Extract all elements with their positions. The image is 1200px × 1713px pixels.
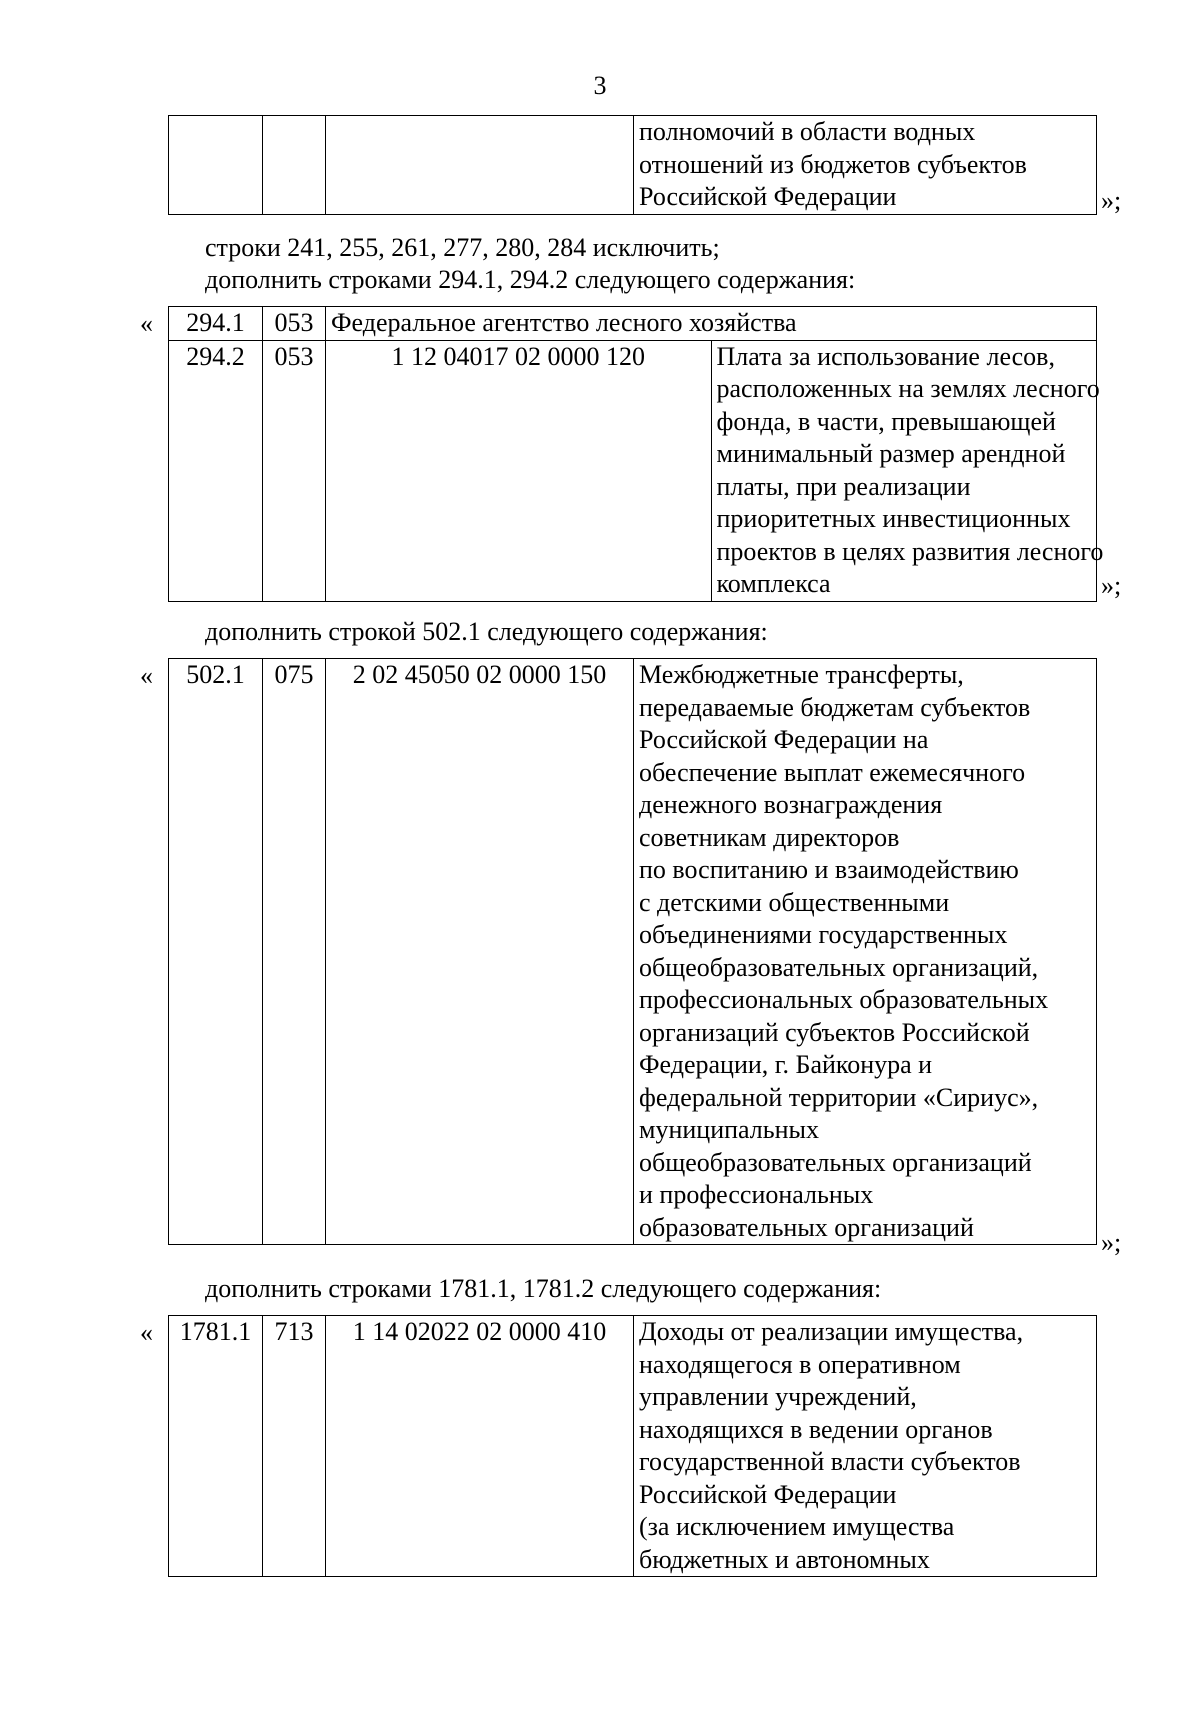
paragraph-add-502: дополнить строкой 502.1 следующего содержания: bbox=[205, 617, 768, 646]
table-continuation bbox=[168, 115, 1097, 215]
cell-code bbox=[263, 116, 326, 215]
desc-line: Федерации, г. Байконура и bbox=[639, 1050, 933, 1079]
desc-line: находящегося в оперативном bbox=[639, 1349, 961, 1379]
cell-desc bbox=[711, 340, 1104, 601]
desc-line: Доходы от реализации имущества, bbox=[639, 1317, 1024, 1346]
paragraph-add-294: дополнить строками 294.1, 294.2 следующего содержания: bbox=[205, 265, 856, 294]
cell-agency: Федеральное агентство лесного хозяйства bbox=[326, 307, 1097, 341]
cell-num: 294.2 bbox=[169, 340, 263, 601]
desc-line: комплекса bbox=[716, 569, 831, 598]
desc-line: платы, при реализации bbox=[716, 471, 971, 501]
desc-line: полномочий в области водных bbox=[639, 117, 976, 146]
cell-kbk: 1 12 04017 02 0000 120 bbox=[326, 340, 712, 601]
desc-line: расположенных на землях лесного bbox=[716, 374, 1100, 403]
table-row bbox=[169, 1316, 1097, 1577]
opening-quote: « bbox=[140, 661, 153, 690]
desc-line: по воспитанию и взаимодействию bbox=[639, 855, 1019, 884]
cell-desc bbox=[634, 1316, 1097, 1577]
cell-kbk: 2 02 45050 02 0000 150 bbox=[326, 659, 634, 1245]
page-number: 3 bbox=[593, 71, 607, 100]
cell-code: 713 bbox=[263, 1316, 326, 1577]
desc-line: Межбюджетные трансферты, bbox=[639, 660, 964, 689]
cell-code: 053 bbox=[263, 307, 326, 341]
cell-kbk: 1 14 02022 02 0000 410 bbox=[326, 1316, 634, 1577]
table-502 bbox=[168, 658, 1097, 1245]
desc-line: Плата за использование лесов, bbox=[716, 341, 1055, 371]
table-row bbox=[169, 116, 1097, 215]
cell-code: 075 bbox=[263, 659, 326, 1245]
desc-line: управлении учреждений, bbox=[639, 1382, 917, 1411]
desc-line: (за исключением имущества bbox=[639, 1512, 955, 1541]
desc-line: объединениями государственных bbox=[639, 920, 1008, 949]
paragraph-exclude-rows: строки 241, 255, 261, 277, 280, 284 исключить; bbox=[205, 233, 720, 262]
table-294 bbox=[168, 306, 1104, 602]
desc-line: советникам директоров bbox=[639, 822, 900, 852]
desc-line: общеобразовательных организаций, bbox=[639, 952, 1039, 982]
desc-line: образовательных организаций bbox=[639, 1212, 974, 1242]
paragraph-add-1781: дополнить строками 1781.1, 1781.2 следующего содержания: bbox=[205, 1274, 882, 1303]
desc-line: минимальный размер арендной bbox=[716, 439, 1066, 468]
closing-quote: »; bbox=[1101, 1228, 1122, 1257]
table-row bbox=[169, 659, 1097, 1245]
table-row bbox=[169, 307, 1097, 341]
table-row bbox=[169, 340, 1097, 601]
cell-num bbox=[169, 116, 263, 215]
cell-num: 502.1 bbox=[169, 659, 263, 1245]
cell-num: 1781.1 bbox=[169, 1316, 263, 1577]
table-1781 bbox=[168, 1315, 1097, 1577]
desc-line: организаций субъектов Российской bbox=[639, 1017, 1030, 1047]
opening-quote: « bbox=[140, 309, 153, 338]
desc-line: бюджетных и автономных bbox=[639, 1544, 930, 1574]
opening-quote: « bbox=[140, 1318, 153, 1347]
desc-line: денежного вознаграждения bbox=[639, 790, 943, 819]
desc-line: федеральной территории «Сириус», bbox=[639, 1082, 1039, 1112]
cell-desc bbox=[634, 659, 1097, 1245]
desc-line: и профессиональных bbox=[639, 1180, 874, 1209]
desc-line: проектов в целях развития лесного bbox=[716, 536, 1104, 566]
desc-line: фонда, в части, превышающей bbox=[716, 406, 1056, 436]
closing-quote: »; bbox=[1101, 186, 1122, 215]
desc-line: Российской Федерации bbox=[639, 1479, 897, 1509]
desc-line: передаваемые бюджетам субъектов bbox=[639, 692, 1031, 722]
desc-line: с детскими общественными bbox=[639, 887, 950, 917]
closing-quote: »; bbox=[1101, 571, 1122, 600]
cell-num: 294.1 bbox=[169, 307, 263, 341]
cell-code: 053 bbox=[263, 340, 326, 601]
desc-line: профессиональных образовательных bbox=[639, 985, 1049, 1014]
desc-line: Российской Федерации bbox=[639, 182, 897, 211]
desc-line: отношений из бюджетов субъектов bbox=[639, 149, 1027, 179]
desc-line: общеобразовательных организаций bbox=[639, 1147, 1032, 1177]
desc-line: приоритетных инвестиционных bbox=[716, 504, 1071, 533]
desc-line: муниципальных bbox=[639, 1115, 820, 1144]
cell-kbk bbox=[326, 116, 634, 215]
desc-line: находящихся в ведении органов bbox=[639, 1414, 993, 1444]
desc-line: обеспечение выплат ежемесячного bbox=[639, 757, 1026, 787]
desc-line: Российской Федерации на bbox=[639, 725, 929, 754]
cell-desc bbox=[634, 116, 1097, 215]
desc-line: государственной власти субъектов bbox=[639, 1447, 1021, 1476]
